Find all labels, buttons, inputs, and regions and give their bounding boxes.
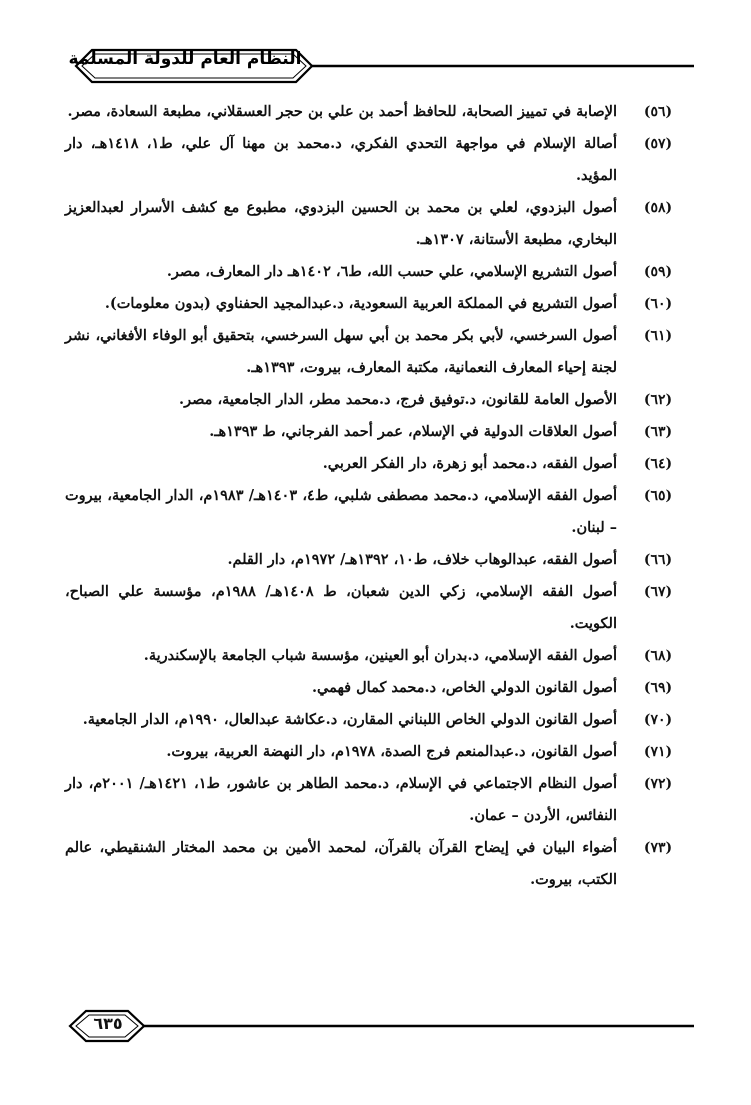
page-number: ٦٣٥	[93, 1014, 123, 1033]
bibliography-entry	[65, 544, 683, 576]
entry-number: (٦٠)	[643, 296, 673, 312]
bibliography-list	[65, 96, 683, 896]
entry-text: الإصابة في تمييز الصحابة، للحافظ أحمد بن علي بن حجر العسقلاني، مطبعة السعادة، مصر.	[67, 103, 617, 120]
entry-text: أصول الفقه الإسلامي، زكي الدين شعبان، ط ١٤٠٨هـ/ ١٩٨٨م، مؤسسة علي الصباح، الكويت.	[65, 583, 617, 632]
entry-number: (٥٩)	[643, 264, 673, 280]
entry-number: (٦٩)	[643, 680, 673, 696]
bibliography-entry	[65, 128, 683, 192]
entry-number: (٧٠)	[643, 712, 673, 728]
entry-number: (٧١)	[643, 744, 673, 760]
entry-text: أصول النظام الاجتماعي في الإسلام، د.محمد الطاهر بن عاشور، ط١، ١٤٢١هـ/ ٢٠٠١م، دار النفائس، الأردن – عمان.	[65, 775, 617, 824]
bibliography-entry	[65, 672, 683, 704]
entry-number: (٦٦)	[643, 552, 673, 568]
bibliography-entry	[65, 256, 683, 288]
entry-text: أصول التشريع الإسلامي، علي حسب الله، ط٦، ١٤٠٢هـ دار المعارف، مصر.	[166, 263, 617, 280]
entry-number: (٦٨)	[643, 648, 673, 664]
entry-number: (٥٦)	[643, 104, 673, 120]
entry-number: (٦١)	[643, 328, 673, 344]
footer-frame	[64, 1006, 694, 1046]
bibliography-entry	[65, 192, 683, 256]
bibliography-entry	[65, 288, 683, 320]
entry-number: (٥٧)	[643, 136, 673, 152]
entry-text: أصول القانون الدولي الخاص اللبناني المقارن، د.عكاشة عبدالعال، ١٩٩٠م، الدار الجامعية.	[82, 711, 617, 728]
entry-number: (٥٨)	[643, 200, 673, 216]
entry-number: (٦٤)	[643, 456, 673, 472]
entry-text: أصول البزدوي، لعلي بن محمد بن الحسين البزدوي، مطبوع مع كشف الأسرار لعبدالعزيز البخاري، مطبعة الأستانة، ١٣٠٧هـ.	[65, 199, 617, 248]
bibliography-entry	[65, 832, 683, 896]
entry-number: (٦٣)	[643, 424, 673, 440]
entry-text: أصول القانون الدولي الخاص، د.محمد كمال فهمي.	[311, 679, 617, 696]
entry-text: أصول السرخسي، لأبي بكر محمد بن أبي سهل السرخسي، بتحقيق أبو الوفاء الأفغاني، نشر لجنة إحياء المعارف النعمانية، مكتبة المعارف، بيروت، ١٣٩٣هـ.	[65, 327, 617, 376]
bibliography-entry	[65, 704, 683, 736]
entry-text: أضواء البيان في إيضاح القرآن بالقرآن، لمحمد الأمين بن محمد المختار الشنقيطي، عالم الكتب، بيروت.	[65, 839, 617, 888]
entry-number: (٦٧)	[643, 584, 673, 600]
entry-text: أصالة الإسلام في مواجهة التحدي الفكري، د.محمد بن مهنا آل علي، ط١، ١٤١٨هـ، دار المؤيد.	[65, 135, 617, 184]
bibliography-entry	[65, 384, 683, 416]
entry-number: (٧٢)	[643, 776, 673, 792]
bibliography-entry	[65, 416, 683, 448]
entry-text: الأصول العامة للقانون، د.توفيق فرج، د.محمد مطر، الدار الجامعية، مصر.	[179, 391, 617, 408]
bibliography-entry	[65, 320, 683, 384]
entry-text: أصول الفقه الإسلامي، د.محمد مصطفى شلبي، ط٤، ١٤٠٣هـ/ ١٩٨٣م، الدار الجامعية، بيروت – لبنان.	[65, 487, 617, 536]
entry-number: (٧٣)	[643, 840, 673, 856]
bibliography-entry	[65, 448, 683, 480]
bibliography-entry	[65, 576, 683, 640]
bibliography-entry	[65, 640, 683, 672]
entry-text: أصول الفقه، د.محمد أبو زهرة، دار الفكر العربي.	[322, 455, 617, 472]
entry-text: أصول القانون، د.عبدالمنعم فرج الصدة، ١٩٧٨م، دار النهضة العربية، بيروت.	[166, 743, 617, 760]
entry-number: (٦٢)	[643, 392, 673, 408]
bibliography-entry	[65, 736, 683, 768]
entry-text: أصول العلاقات الدولية في الإسلام، عمر أحمد الفرجاني، ط ١٣٩٣هـ.	[209, 423, 617, 440]
running-header	[62, 44, 694, 88]
bibliography-entry	[65, 96, 683, 128]
bibliography-entry	[65, 768, 683, 832]
entry-text: أصول الفقه الإسلامي، د.بدران أبو العينين، مؤسسة شباب الجامعة بالإسكندرية.	[143, 647, 617, 664]
entry-text: أصول الفقه، عبدالوهاب خلاف، ط١٠، ١٣٩٢هـ/ ١٩٧٢م، دار القلم.	[227, 551, 617, 568]
running-footer	[64, 1006, 694, 1046]
header-title: النظام العام للدولة المسلمة	[68, 49, 302, 69]
entry-text: أصول التشريع في المملكة العربية السعودية، د.عبدالمجيد الحفناوي (بدون معلومات).	[104, 295, 617, 312]
bibliography-entry	[65, 480, 683, 544]
entry-number: (٦٥)	[643, 488, 673, 504]
